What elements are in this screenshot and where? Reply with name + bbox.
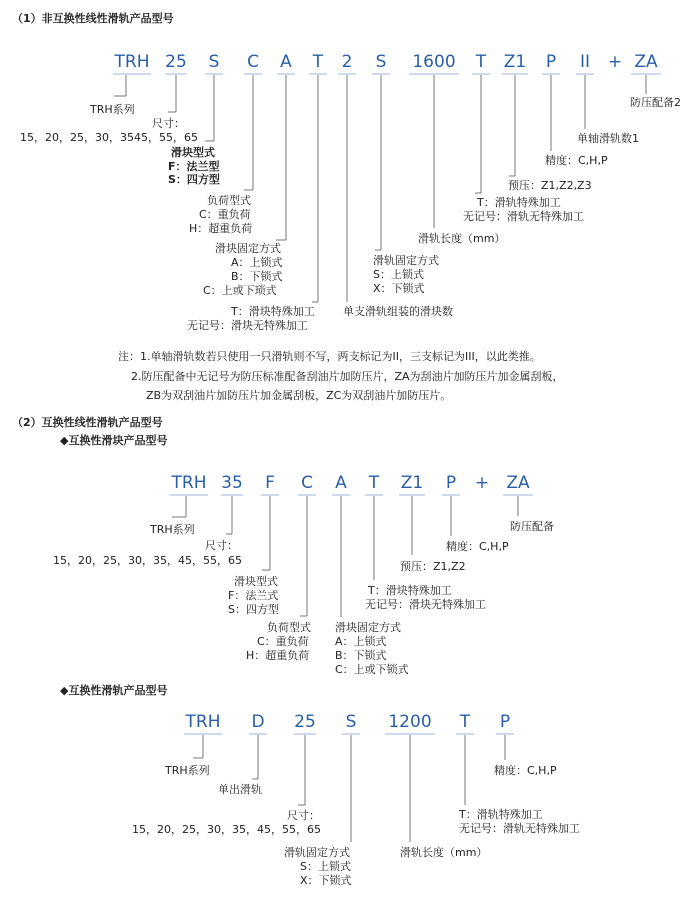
rail-code-special: T: [459, 712, 471, 732]
block-code-preload: Z1: [400, 473, 424, 493]
label-load-h: H：超重负荷: [189, 222, 253, 235]
rail-label-fix-s: S：上锁式: [300, 860, 351, 873]
block-label-type-f: F：法兰式: [228, 589, 279, 602]
code-rails-per-axis: II: [579, 52, 591, 72]
code-rail-special: T: [475, 52, 487, 72]
block-label-fix-b: B：下锁式: [335, 649, 387, 662]
block-code-dust: ZA: [506, 473, 530, 493]
code-load-type: C: [247, 52, 259, 72]
label-rail-fix-x: X：下锁式: [373, 282, 425, 295]
block-code-fix: A: [335, 473, 347, 493]
rail-code-fix: S: [345, 712, 357, 732]
block-label-dust: 防压配备: [510, 520, 554, 533]
code-size: 25: [165, 52, 187, 72]
rail-label-series: TRH系列: [165, 764, 210, 777]
label-load-c: C：重负荷: [199, 208, 251, 221]
block-label-type-s: S：四方型: [228, 603, 279, 616]
label-block-type-s: S：四方型: [168, 173, 220, 186]
code-series: TRH: [114, 52, 150, 72]
block-label-size-title: 尺寸：: [205, 539, 238, 552]
label-size-values: 15，20，25，30，3545，55，65: [20, 131, 198, 144]
block-label-load-c: C：重负荷: [257, 635, 309, 648]
rail-code-series: TRH: [185, 712, 221, 732]
block-code-load: C: [301, 473, 313, 493]
label-size-title: 尺寸：: [152, 117, 185, 130]
code-rail-fix: S: [375, 52, 387, 72]
rail-heading: ◆互换性滑轨产品型号: [60, 684, 168, 697]
block-label-series: TRH系列: [150, 523, 195, 536]
rail-label-fix-x: X：下锁式: [300, 874, 352, 887]
code-block-type: S: [208, 52, 220, 72]
block-label-size-values: 15，20，25，30，35，45，55，65: [53, 554, 242, 567]
block-code-size: 35: [221, 473, 243, 493]
rail-label-size-title: 尺寸：: [287, 809, 320, 822]
label-dust-protection: 防压配备2: [630, 96, 681, 109]
code-block-fix: A: [280, 52, 292, 72]
label-precision: 精度：C,H,P: [545, 154, 608, 167]
label-block-special-t: T：滑块特殊加工: [231, 305, 315, 318]
code-plus: +: [607, 52, 623, 72]
rail-label-precision: 精度：C,H,P: [494, 764, 557, 777]
label-rail-special-t: T：滑轨特殊加工: [477, 196, 561, 209]
label-load-title: 负荷型式: [207, 194, 251, 207]
label-block-special-none: 无记号：滑块无特殊加工: [187, 319, 308, 332]
code-preload: Z1: [503, 52, 527, 72]
label-rail-fix-title: 滑轨固定方式: [373, 254, 439, 267]
block-code-series: TRH: [171, 473, 207, 493]
block-label-fix-a: A：上锁式: [335, 635, 387, 648]
label-block-type-f: F：法兰型: [168, 160, 220, 173]
block-label-precision: 精度：C,H,P: [446, 540, 509, 553]
label-block-type-title: 滑块型式: [171, 146, 215, 159]
block-code-precision: P: [445, 473, 457, 493]
note-1: 注：1.单轴滑轨数若只使用一只滑轨则不写，两支标记为II，三支标记为III，以此类推。: [118, 350, 541, 363]
label-block-fix-c: C：上或下琐式: [203, 284, 277, 297]
label-block-fix-b: B：下锁式: [231, 270, 283, 283]
label-rail-length: 滑轨长度（mm）: [418, 232, 506, 245]
rail-label-size-values: 15，20，25，30，35，45，55，65: [132, 823, 321, 836]
section2-heading: （2）互换性线性滑轨产品型号: [12, 416, 163, 429]
block-label-load-title: 负荷型式: [267, 621, 311, 634]
block-label-special-t: T：滑块特殊加工: [368, 584, 452, 597]
block-label-special-none: 无记号：滑块无特殊加工: [365, 598, 486, 611]
rail-code-single: D: [251, 712, 265, 732]
block-label-type-title: 滑块型式: [234, 575, 278, 588]
label-rail-special-none: 无记号：滑轨无特殊加工: [463, 210, 584, 223]
label-block-fix-a: A：上锁式: [231, 256, 283, 269]
block-code-type: F: [265, 473, 275, 493]
code-block-special: T: [312, 52, 324, 72]
rail-code-length: 1200: [388, 712, 432, 732]
block-code-special: T: [368, 473, 380, 493]
block-label-fix-title: 滑块固定方式: [335, 621, 401, 634]
label-preload: 预压：Z1,Z2,Z3: [508, 179, 592, 192]
code-dust-protection: ZA: [634, 52, 658, 72]
rail-code-precision: P: [499, 712, 511, 732]
rail-code-size: 25: [294, 712, 316, 732]
section1-heading: （1）非互换性线性滑轨产品型号: [12, 12, 174, 25]
rail-label-length: 滑轨长度（mm）: [400, 846, 488, 859]
block-heading: ◆互换性滑块产品型号: [60, 434, 168, 447]
code-rail-length: 1600: [412, 52, 456, 72]
label-blocks-per-rail: 单支滑轨组装的滑块数: [343, 305, 453, 318]
rail-label-special-t: T：滑轨特殊加工: [459, 808, 543, 821]
rail-label-special-none: 无记号：滑轨无特殊加工: [459, 822, 580, 835]
block-code-plus: +: [474, 473, 490, 493]
block-label-load-h: H：超重负荷: [246, 649, 310, 662]
note-2: 2.防压配备中无记号为防压标准配备刮油片加防压片，ZA为刮油片加防压片加金属刮板，: [131, 370, 564, 383]
label-block-fix-title: 滑块固定方式: [215, 242, 281, 255]
code-blocks-count: 2: [341, 52, 353, 72]
rail-label-fix-title: 滑轨固定方式: [284, 846, 350, 859]
label-series: TRH系列: [90, 103, 135, 116]
code-precision: P: [545, 52, 557, 72]
rail-label-single: 单出滑轨: [218, 783, 262, 796]
block-label-fix-c: C：上或下锁式: [335, 663, 409, 676]
label-rail-fix-s: S：上锁式: [373, 268, 424, 281]
note-3: ZB为双刮油片加防压片加金属刮板，ZC为双刮油片加防压片。: [146, 389, 452, 402]
block-label-preload: 预压：Z1,Z2: [400, 560, 466, 573]
label-rails-per-axis: 单轴滑轨数1: [577, 132, 639, 145]
